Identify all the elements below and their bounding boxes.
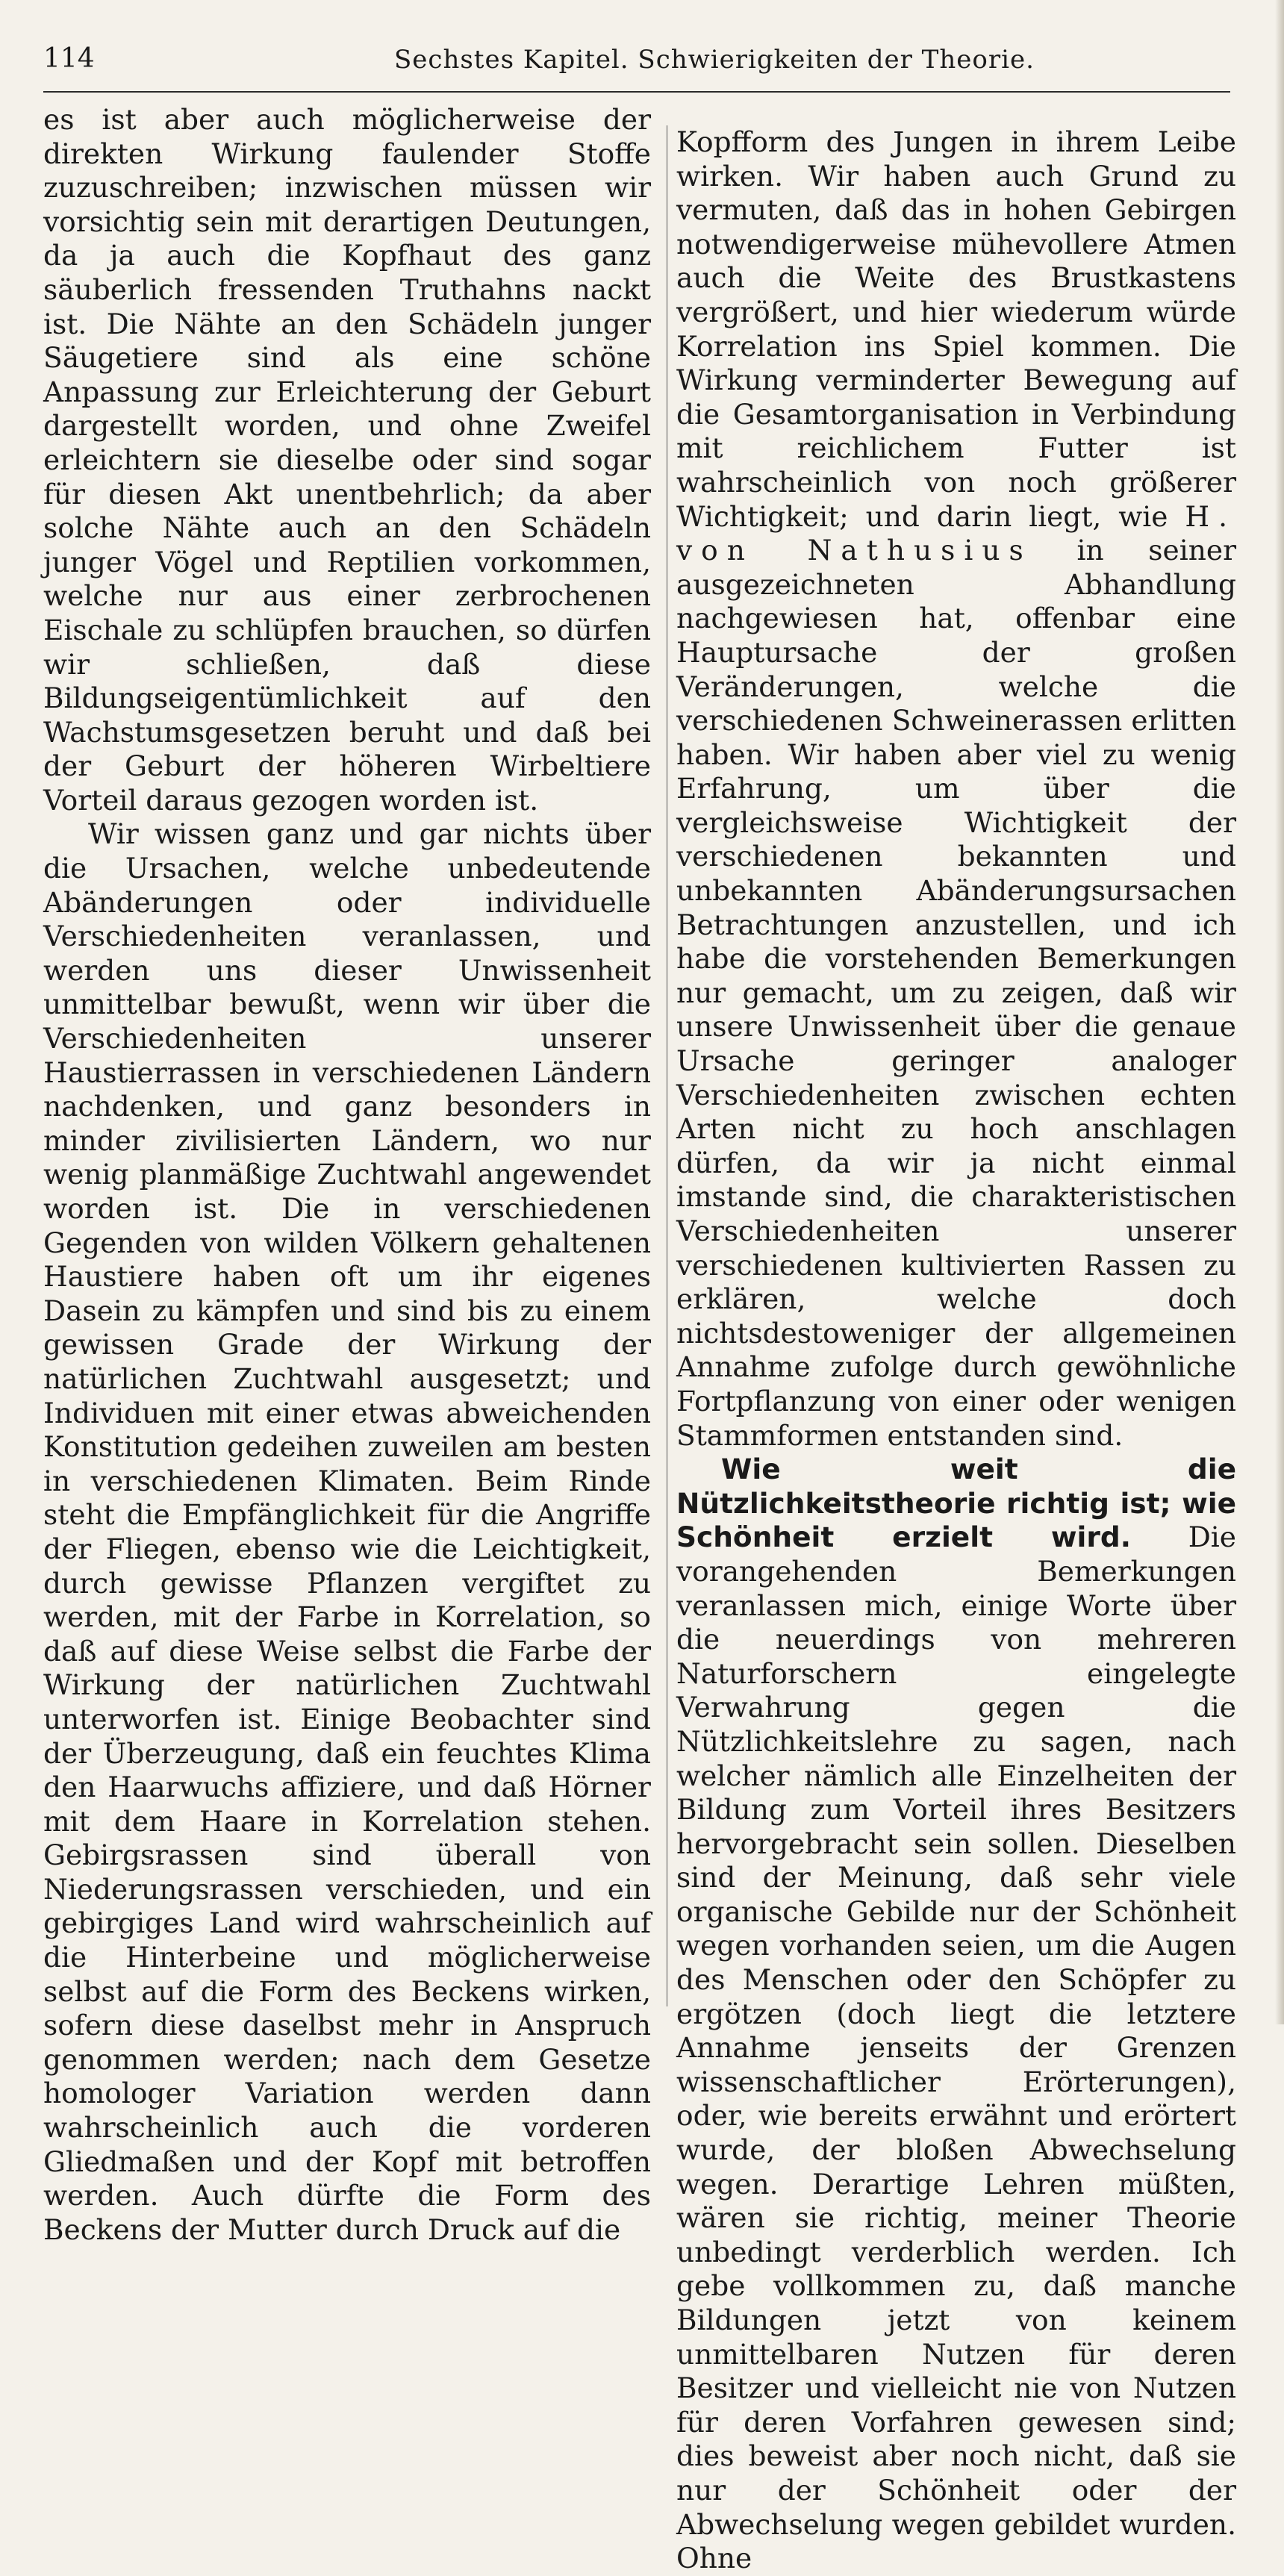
right-paragraph-1-part-a: Kopfform des Jungen in ihrem Leibe wirken. Wir haben auch Grund zu vermuten, daß das in hohen Gebirgen notwendigerweise mühevollere Atmen auch die Weite des Brustkastens vergrößert, und hier wiederum würde Korrelation ins Spiel kommen. Die Wirkung verminderter Bewegung auf die Gesamtorganisation in Verbindung mit reichlichem Futter ist wahrscheinlich von noch größerer Wichtigkeit; und darin liegt, wie — [676, 125, 1236, 533]
right-paragraph-1-part-b: in seiner ausgezeichneten Abhandlung nachgewiesen hat, offenbar eine Hauptursache der großen Veränderungen, welche die verschiedenen Schweinerassen erlitten haben. Wir haben aber viel zu wenig Erfahrung, um über die vergleichsweise Wichtigkeit der verschiedenen bekannten und unbekannten Abänderungsursachen Betrachtungen anzustellen, und ich habe die vorstehenden Bemerkungen nur gemacht, um zu zeigen, daß wir unsere Unwissenheit über die genaue Ursache geringer analoger Verschiedenheiten zwischen echten Arten nicht zu hoch anschlagen dürfen, da wir ja nicht einmal imstande sind, die charakteristischen Verschiedenheiten unserer verschiedenen kultivierten Rassen zu erklären, welche doch nichtsdestoweniger der allgemeinen Annahme zufolge durch gewöhnliche Fortpflanzung von einer oder wenigen Stammformen entstanden sind. — [676, 534, 1236, 1452]
left-paragraph-2: Wir wissen ganz und gar nichts über die Ursachen, welche unbedeutende Abänderungen oder individuelle Verschiedenheiten veranlassen, und werden uns dieser Unwissenheit unmittelbar bewußt, wenn wir über die Verschiedenheiten unserer Haustierrassen in verschiedenen Ländern nachdenken, und ganz besonders in minder zivilisierten Ländern, wo nur wenig planmäßige Zuchtwahl angewendet worden ist. Die in verschiedenen Gegenden von wilden Völkern gehaltenen Haustiere haben oft um ihr eigenes Dasein zu kämpfen und sind bis zu einem gewissen Grade der Wirkung der natürlichen Zuchtwahl ausgesetzt; und Individuen mit einer etwas abweichenden Konstitution gedeihen zuweilen am besten in verschiedenen Klimaten. Beim Rinde steht die Empfänglichkeit für die Angriffe der Fliegen, ebenso wie die Leichtigkeit, durch gewisse Pflanzen vergiftet zu werden, mit der Farbe in Korrelation, so daß auf diese Weise selbst die Farbe der Wirkung der natürlichen Zuchtwahl unterworfen ist. Einige Beobachter sind der Überzeugung, daß ein feuchtes Klima den Haarwuchs affiziere, und daß Hörner mit dem Haare in Korrelation stehen. Gebirgsrassen sind überall von Niederungsrassen verschieden, und ein gebirgiges Land wird wahrscheinlich auf die Hinterbeine und möglicherweise selbst auf die Form des Beckens wirken, sofern diese daselbst mehr in Anspruch genommen werden; nach dem Gesetze homologer Variation werden dann wahrscheinlich auch die vorderen Gliedmaßen und der Kopf mit betroffen werden. Auch dürfte die Form des Beckens der Mutter durch Druck auf die — [43, 817, 651, 2246]
running-head: Sechstes Kapitel. Schwierigkeiten der Theorie. — [394, 45, 1035, 75]
page-number: 114 — [43, 43, 95, 74]
left-paragraph-1: es ist aber auch möglicherweise der direkten Wirkung faulender Stoffe zuzuschreiben; inzwischen müssen wir vorsichtig sein mit derartigen Deutungen, da ja auch die Kopfhaut des ganz säuberlich fressenden Truthahns nackt ist. Die Nähte an den Schädeln junger Säugetiere sind als eine schöne Anpassung zur Erleichterung der Geburt dargestellt worden, und ohne Zweifel erleichtern sie dieselbe oder sind sogar für diesen Akt unentbehrlich; da aber solche Nähte auch an den Schädeln junger Vögel und Reptilien vorkommen, welche nur aus einer zerbrochenen Eischale zu schlüpfen brauchen, so dürfen wir schließen, daß diese Bildungseigentümlichkeit auf den Wachstumsgesetzen beruht und daß bei der Geburt der höheren Wirbeltiere Vorteil daraus gezogen worden ist. — [43, 103, 651, 817]
right-column — [667, 125, 1237, 2575]
left-column — [43, 103, 651, 2246]
right-paragraph-2-text: Die vorangehenden Bemerkungen veranlassen mich, einige Worte über die neuerdings von mehreren Naturforschern eingelegte Verwahrung gegen die Nützlichkeitslehre zu sagen, nach welcher nämlich alle Einzelheiten der Bildung zum Vorteil ihres Besitzers hervorgebracht sein sollen. Dieselben sind der Meinung, daß sehr viele organische Gebilde nur der Schönheit wegen vorhanden seien, um die Augen des Menschen oder den Schöpfer zu ergötzen (doch liegt die letztere Annahme jenseits der Grenzen wissenschaftlicher Erörterungen), oder, wie bereits erwähnt und erörtert wurde, der bloßen Abwechselung wegen. Derartige Lehren müßten, wären sie richtig, meiner Theorie unbedingt verderblich werden. Ich gebe vollkommen zu, daß manche Bildungen jetzt von keinem unmittelbaren Nutzen für deren Besitzer und vielleicht nie von Nutzen für deren Vorfahren gewesen sind; dies beweist aber noch nicht, daß sie nur der Schönheit oder der Abwechselung wegen gebildet wurden. Ohne — [676, 1521, 1236, 2575]
page-header — [43, 39, 1230, 93]
author-name: H. von Nathusius — [676, 499, 1237, 567]
section-title: Wie weit die Nützlichkeitstheorie richtig ist; wie Schönheit erzielt wird. — [676, 1453, 1236, 1554]
right-paragraph-1 — [676, 125, 1236, 1453]
right-paragraph-2 — [676, 1453, 1236, 2576]
page-edge-shadow — [1275, 0, 1284, 2024]
